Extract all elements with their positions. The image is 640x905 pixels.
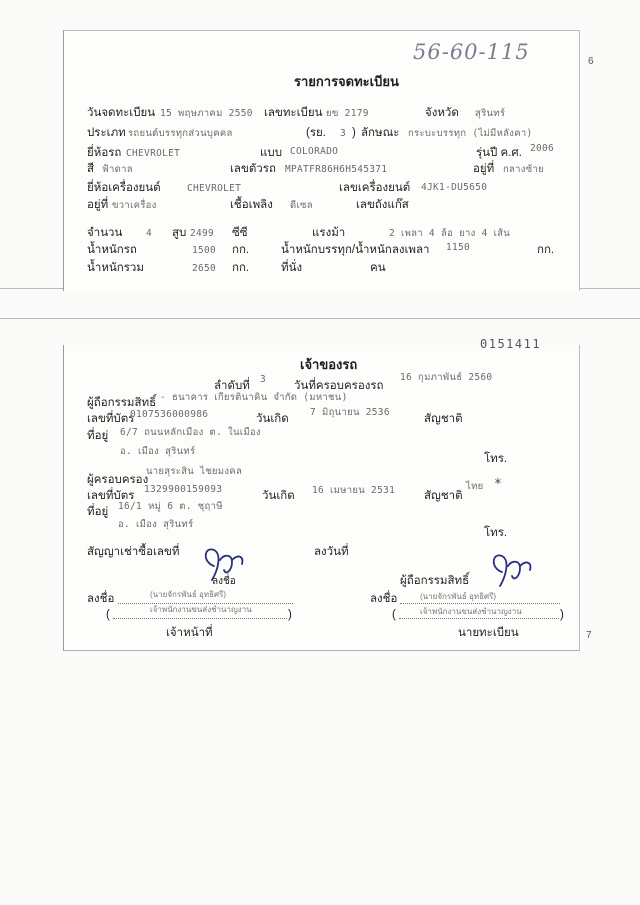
possessor-id-value: 1329900159093 bbox=[144, 484, 223, 495]
possessor-id-label: เลขที่บัตร bbox=[87, 490, 135, 502]
type-label: ประเภท bbox=[87, 127, 126, 139]
holder-nationality-label: สัญชาติ bbox=[424, 413, 463, 425]
total-weight-unit: กก. bbox=[232, 262, 250, 274]
officer-paren-open: ( bbox=[106, 609, 110, 621]
handwritten-reference: 56-60-115 bbox=[413, 40, 530, 64]
total-weight-label: น้ำหนักรวม bbox=[87, 262, 144, 274]
officer-stamp-title: เจ้าพนักงานขนส่งชำนาญงาน bbox=[150, 605, 252, 614]
officer-sign-small-label: ลงชื่อ bbox=[212, 576, 236, 587]
style-value: กระบะบรรทุก (ไม่มีหลังคา) bbox=[408, 128, 533, 139]
engine-brand-value: CHEVROLET bbox=[187, 183, 242, 194]
registrar-stamp-title: เจ้าพนักงานขนส่งชำนาญงาน bbox=[420, 607, 522, 616]
total-weight-value: 2650 bbox=[192, 263, 217, 274]
engine-location-value: ขวาเครื่อง bbox=[112, 200, 157, 211]
chassis-location-label: อยู่ที่ bbox=[473, 163, 495, 175]
holder-id-label: เลขที่บัตร bbox=[87, 413, 135, 425]
reg-date-value: 15 พฤษภาคม 2550 bbox=[160, 108, 253, 119]
owner-title: เจ้าของรถ bbox=[300, 357, 358, 372]
holder-dob-value: 7 มิถุนายน 2536 bbox=[310, 407, 390, 418]
year-value: 2006 bbox=[530, 143, 555, 154]
registrar-paren-open: ( bbox=[392, 609, 396, 621]
possess-date-label: วันที่ครอบครองรถ bbox=[294, 380, 384, 392]
officer-title-label: เจ้าหน้าที่ bbox=[166, 627, 213, 639]
weight-unit: กก. bbox=[232, 244, 250, 256]
chassis-label: เลขตัวรถ bbox=[230, 163, 276, 175]
possessor-value: นายสุระสิน ไชยมงคล bbox=[146, 466, 243, 477]
registrar-sign-label: ลงชื่อ bbox=[370, 593, 398, 605]
seats-unit: คน bbox=[370, 262, 386, 274]
officer-sign-label: ลงชื่อ bbox=[87, 593, 115, 605]
registrar-name-line bbox=[399, 618, 559, 619]
officer-stamp-name: (นายจักรพันธ์ อุทธิศรี) bbox=[150, 590, 226, 599]
contract-label: สัญญาเช่าซื้อเลขที่ bbox=[87, 546, 180, 558]
rs-label: (รย. bbox=[306, 127, 326, 139]
count-label: จำนวน bbox=[87, 227, 123, 239]
weight-value: 1500 bbox=[192, 245, 217, 256]
model-value: COLORADO bbox=[290, 146, 339, 157]
engine-no-label: เลขเครื่องยนต์ bbox=[339, 182, 411, 194]
possessor-nationality-label: สัญชาติ bbox=[424, 490, 463, 502]
officer-name-line bbox=[113, 618, 287, 619]
color-label: สี bbox=[87, 163, 95, 175]
chassis-value: MPATFR86H6H545371 bbox=[285, 164, 388, 175]
cylinder-label: สูบ bbox=[172, 227, 187, 239]
serial-number: 0151411 bbox=[480, 337, 542, 351]
officer-paren-close: ) bbox=[288, 609, 292, 621]
brand-value: CHEVROLET bbox=[126, 148, 181, 159]
holder-address-line-1: 6/7 ถนนหลักเมือง ต. ในเมือง bbox=[120, 427, 261, 438]
possessor-dob-value: 16 เมษายน 2531 bbox=[312, 485, 396, 496]
page-number-top: 6 bbox=[588, 56, 594, 67]
registration-title: รายการจดทะเบียน bbox=[294, 74, 399, 89]
load-unit: กก. bbox=[537, 244, 555, 256]
reg-no-label: เลขทะเบียน bbox=[264, 107, 323, 119]
holder-dob-label: วันเกิด bbox=[256, 413, 289, 425]
possessor-dob-label: วันเกิด bbox=[262, 490, 295, 502]
possessor-address-line-2: อ. เมือง สุรินทร์ bbox=[118, 519, 194, 530]
seats-label: ที่นั่ง bbox=[281, 262, 303, 274]
registrar-title-label: นายทะเบียน bbox=[458, 627, 519, 639]
registrar-sign-line bbox=[400, 603, 560, 604]
chassis-location-value: กลางซ้าย bbox=[503, 164, 544, 175]
axles-value: 2 เพลา 4 ล้อ ยาง 4 เส้น bbox=[389, 228, 511, 239]
possessor-address-line-1: 16/1 หมู่ 6 ต. ชุฤาษี bbox=[118, 501, 223, 512]
holder-value: - ธนาคาร เกียรตินาคิน จำกัด (มหาชน) bbox=[160, 392, 348, 403]
registrar-stamp-name: (นายจักรพันธ์ อุทธิศรี) bbox=[420, 592, 496, 601]
count-value: 4 bbox=[146, 228, 153, 239]
rs-close: ) bbox=[352, 127, 356, 139]
possessor-nationality-value: ไทย bbox=[466, 481, 484, 492]
registrar-paren-close: ) bbox=[560, 609, 564, 621]
cc-label: ซีซี bbox=[232, 227, 248, 239]
holder-tel-label: โทร. bbox=[484, 453, 508, 465]
fold-line bbox=[0, 318, 640, 319]
color-value: ฟ้าดาล bbox=[102, 164, 133, 175]
style-label: ลักษณะ bbox=[361, 127, 400, 139]
contract-dated-label: ลงวันที่ bbox=[314, 546, 349, 558]
registrar-signature bbox=[486, 546, 536, 592]
holder-id-value: 0107536000986 bbox=[130, 409, 209, 420]
load-label: น้ำหนักบรรทุก/น้ำหนักลงเพลา bbox=[281, 244, 430, 256]
cc-value: 2499 bbox=[190, 228, 215, 239]
province-value: สุรินทร์ bbox=[475, 108, 506, 119]
possess-date-value: 16 กุมภาพันธ์ 2560 bbox=[400, 372, 493, 383]
order-value: 3 bbox=[260, 374, 267, 385]
engine-no-value: 4JK1-DU5650 bbox=[421, 182, 488, 193]
holder-address-label: ที่อยู่ bbox=[87, 430, 109, 442]
holder-label: ผู้ถือกรรมสิทธิ์ bbox=[87, 397, 157, 409]
possessor-tel-label: โทร. bbox=[484, 527, 508, 539]
load-value: 1150 bbox=[446, 242, 471, 253]
rs-value: 3 bbox=[340, 128, 347, 139]
holder-address-line-2: อ. เมือง สุรินทร์ bbox=[120, 446, 196, 457]
gas-tank-label: เลขถังแก๊ส bbox=[356, 199, 409, 211]
possessor-label: ผู้ครอบครอง bbox=[87, 474, 149, 486]
reg-date-label: วันจดทะเบียน bbox=[87, 107, 156, 119]
holder-sign-label: ผู้ถือกรรมสิทธิ์ bbox=[400, 575, 470, 587]
fuel-value: ดีเซล bbox=[290, 200, 313, 211]
fuel-label: เชื้อเพลิง bbox=[230, 199, 273, 211]
province-label: จังหวัด bbox=[425, 107, 459, 119]
model-label: แบบ bbox=[260, 147, 283, 159]
type-value: รถยนต์บรรทุกส่วนบุคคล bbox=[128, 128, 233, 139]
possessor-address-label: ที่อยู่ bbox=[87, 506, 109, 518]
reg-no-value: ยข 2179 bbox=[326, 108, 369, 119]
page-number-bottom: 7 bbox=[586, 630, 592, 641]
year-label: รุ่นปี ค.ศ. bbox=[476, 147, 522, 159]
engine-location-label: อยู่ที่ bbox=[87, 199, 109, 211]
asterisk-mark: * bbox=[494, 477, 503, 492]
order-label: ลำดับที่ bbox=[214, 380, 250, 392]
brand-label: ยี่ห้อรถ bbox=[87, 147, 122, 159]
horsepower-label: แรงม้า bbox=[312, 227, 346, 239]
engine-brand-label: ยี่ห้อเครื่องยนต์ bbox=[87, 182, 161, 194]
weight-label: น้ำหนักรถ bbox=[87, 244, 137, 256]
